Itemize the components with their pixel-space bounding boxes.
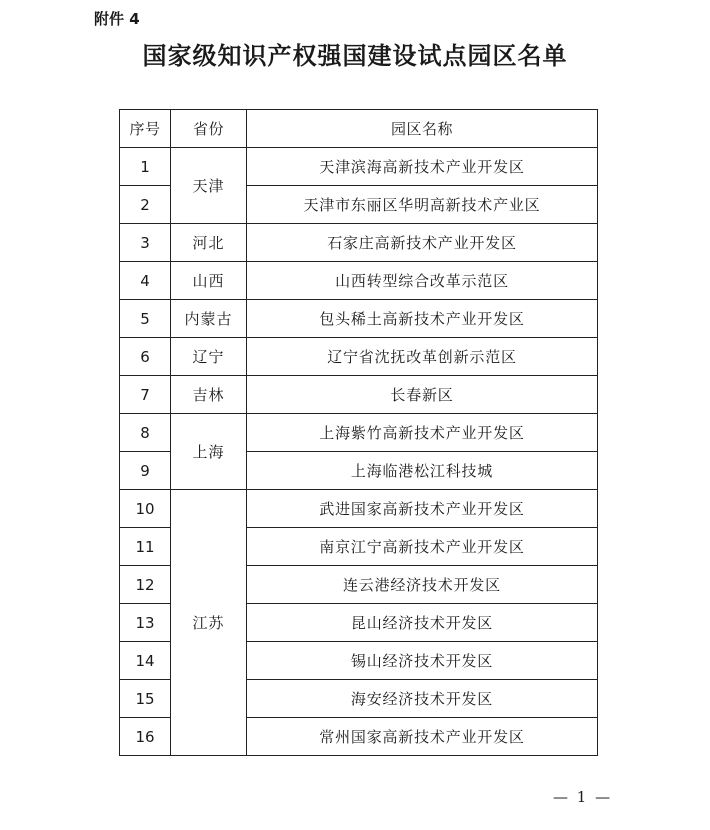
province-cell: 河北 [171,224,247,262]
park-name-cell: 武进国家高新技术产业开发区 [247,490,598,528]
table-body [120,148,598,756]
serial-number-cell: 15 [120,680,171,718]
serial-number-cell: 5 [120,300,171,338]
serial-number-cell: 11 [120,528,171,566]
table-row [120,148,598,186]
province-cell: 天津 [171,148,247,224]
province-cell: 内蒙古 [171,300,247,338]
table-row [120,414,598,452]
park-name-cell: 石家庄高新技术产业开发区 [247,224,598,262]
park-name-cell: 连云港经济技术开发区 [247,566,598,604]
attachment-label: 附件 4 [94,10,140,28]
table-row [120,490,598,528]
park-name-cell: 天津市东丽区华明高新技术产业区 [247,186,598,224]
serial-number-cell: 12 [120,566,171,604]
province-cell: 上海 [171,414,247,490]
serial-number-cell: 16 [120,718,171,756]
park-name-cell: 锡山经济技术开发区 [247,642,598,680]
park-name-cell: 辽宁省沈抚改革创新示范区 [247,338,598,376]
park-name-cell: 包头稀土高新技术产业开发区 [247,300,598,338]
province-cell: 辽宁 [171,338,247,376]
page-number: — 1 — [553,788,613,806]
park-name-cell: 昆山经济技术开发区 [247,604,598,642]
serial-number-cell: 2 [120,186,171,224]
table-row [120,338,598,376]
park-name-cell: 海安经济技术开发区 [247,680,598,718]
park-name-cell: 山西转型综合改革示范区 [247,262,598,300]
serial-number-cell: 13 [120,604,171,642]
park-name-cell: 天津滨海高新技术产业开发区 [247,148,598,186]
serial-number-cell: 14 [120,642,171,680]
serial-number-cell: 4 [120,262,171,300]
park-name-cell: 常州国家高新技术产业开发区 [247,718,598,756]
serial-number-cell: 3 [120,224,171,262]
document-title: 国家级知识产权强国建设试点园区名单 [142,42,568,70]
park-name-cell: 上海临港松江科技城 [247,452,598,490]
table-row [120,262,598,300]
park-list-table [119,109,598,756]
header-serial-number: 序号 [120,110,171,148]
province-cell: 江苏 [171,490,247,756]
park-name-cell: 南京江宁高新技术产业开发区 [247,528,598,566]
park-name-cell: 上海紫竹高新技术产业开发区 [247,414,598,452]
province-cell: 山西 [171,262,247,300]
table-header-row [120,110,598,148]
serial-number-cell: 1 [120,148,171,186]
serial-number-cell: 7 [120,376,171,414]
table-row [120,376,598,414]
table-row [120,300,598,338]
park-name-cell: 长春新区 [247,376,598,414]
serial-number-cell: 6 [120,338,171,376]
serial-number-cell: 10 [120,490,171,528]
header-province: 省份 [171,110,247,148]
header-park-name: 园区名称 [247,110,598,148]
table-row [120,224,598,262]
serial-number-cell: 8 [120,414,171,452]
serial-number-cell: 9 [120,452,171,490]
province-cell: 吉林 [171,376,247,414]
